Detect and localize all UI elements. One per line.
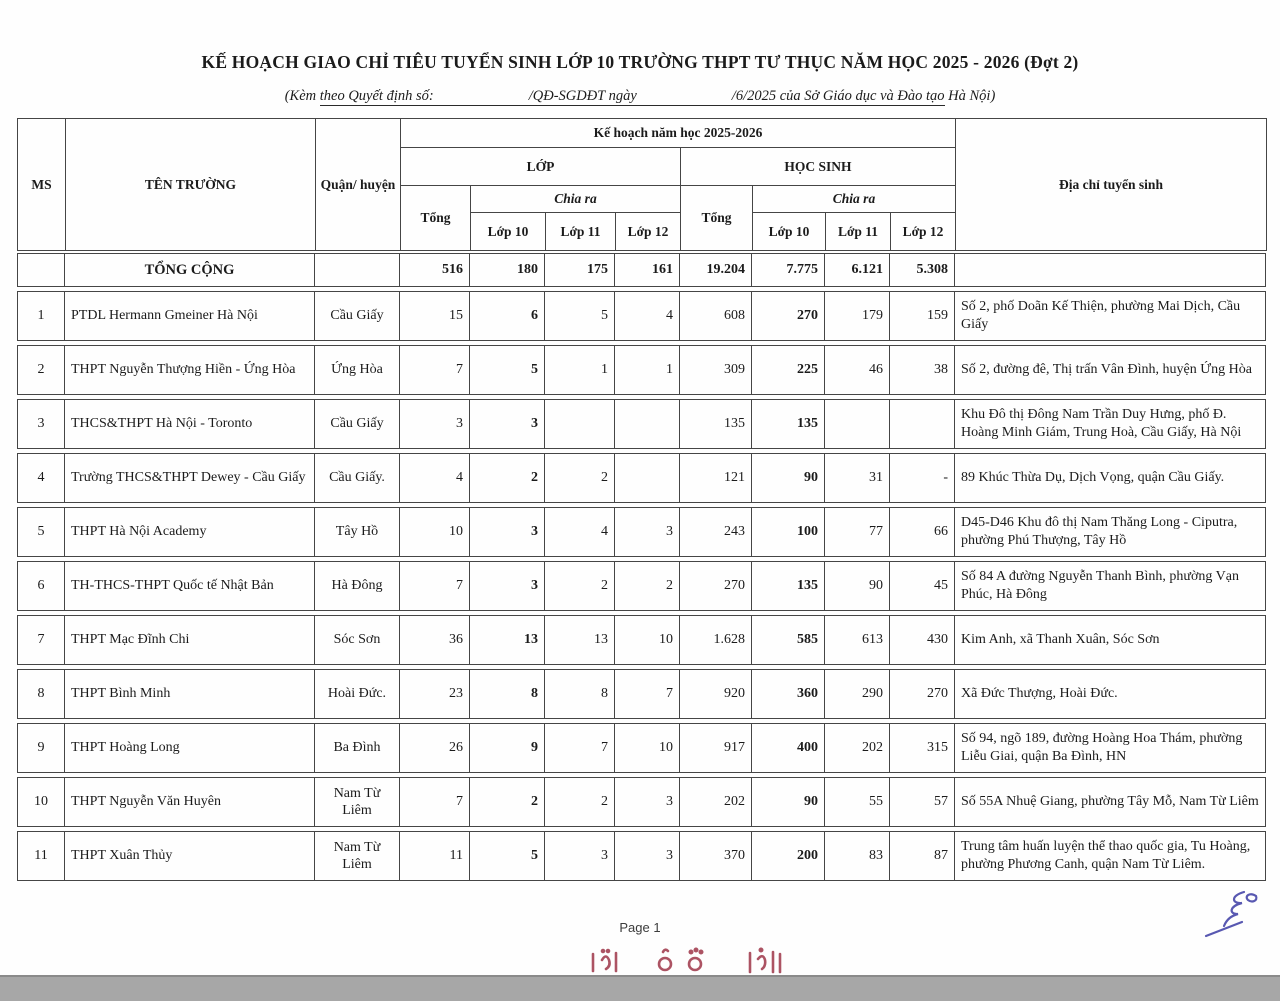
student-grade12: 159 (890, 291, 955, 341)
total-value: 6.121 (825, 253, 890, 287)
recruitment-address: Trung tâm huấn luyện thể thao quốc gia, Tu Hoàng, phường Phương Canh, quận Nam Từ Liêm. (955, 831, 1266, 881)
table-row (17, 561, 1266, 611)
school-name: THPT Nguyễn Thượng Hiền - Ứng Hòa (65, 345, 315, 395)
class-grade12: 4 (615, 291, 680, 341)
table-row (17, 345, 1266, 395)
row-index: 6 (17, 561, 65, 611)
row-index: 1 (17, 291, 65, 341)
student-grade11 (825, 399, 890, 449)
table-row (17, 831, 1266, 881)
class-grade10: 3 (470, 399, 545, 449)
district: Hà Đông (315, 561, 400, 611)
class-grade10: 9 (470, 723, 545, 773)
school-name: PTDL Hermann Gmeiner Hà Nội (65, 291, 315, 341)
recruitment-address: Số 84 A đường Nguyễn Thanh Bình, phường Vạn Phúc, Hà Đông (955, 561, 1266, 611)
student-grade10: 585 (752, 615, 825, 665)
student-grade11: 77 (825, 507, 890, 557)
student-grade10: 90 (752, 777, 825, 827)
class-grade12: 10 (615, 615, 680, 665)
total-address-cell (955, 253, 1266, 287)
class-grade10: 3 (470, 561, 545, 611)
student-grade10: 360 (752, 669, 825, 719)
student-grade12 (890, 399, 955, 449)
class-grade12: 3 (615, 507, 680, 557)
class-total: 4 (400, 453, 470, 503)
student-grade12: 38 (890, 345, 955, 395)
class-grade10: 13 (470, 615, 545, 665)
class-grade10: 2 (470, 453, 545, 503)
class-grade11: 2 (545, 453, 615, 503)
school-name: THCS&THPT Hà Nội - Toronto (65, 399, 315, 449)
student-total: 202 (680, 777, 752, 827)
row-index: 2 (17, 345, 65, 395)
col-header-student-grade12: Lớp 12 (891, 213, 956, 251)
class-grade11: 2 (545, 777, 615, 827)
school-name: Trường THCS&THPT Dewey - Cầu Giấy (65, 453, 315, 503)
table-row (17, 615, 1266, 665)
col-header-class-breakdown: Chia ra (471, 186, 681, 213)
student-grade11: 179 (825, 291, 890, 341)
enrollment-plan-table (17, 118, 1266, 885)
student-total: 917 (680, 723, 752, 773)
student-grade12: 87 (890, 831, 955, 881)
recruitment-address: Số 55A Nhuệ Giang, phường Tây Mỗ, Nam Từ Liêm (955, 777, 1266, 827)
col-header-school: TÊN TRƯỜNG (66, 119, 316, 251)
student-grade10: 270 (752, 291, 825, 341)
student-grade10: 400 (752, 723, 825, 773)
total-value: 7.775 (752, 253, 825, 287)
col-header-district: Quận/ huyện (316, 119, 401, 251)
class-grade12: 2 (615, 561, 680, 611)
table-row (17, 507, 1266, 557)
row-index: 5 (17, 507, 65, 557)
student-grade10: 200 (752, 831, 825, 881)
col-header-ms: MS (18, 119, 66, 251)
class-grade12: 3 (615, 831, 680, 881)
recruitment-address: Số 2, phố Doãn Kế Thiện, phường Mai Dịch, Cầu Giấy (955, 291, 1266, 341)
table-row (17, 453, 1266, 503)
subtitle-prefix: (Kèm (284, 88, 317, 104)
subtitle-suffix: Hà Nội) (948, 88, 996, 104)
class-total: 7 (400, 345, 470, 395)
student-grade10: 225 (752, 345, 825, 395)
col-header-student-grade11: Lớp 11 (826, 213, 891, 251)
class-grade11: 2 (545, 561, 615, 611)
student-grade11: 83 (825, 831, 890, 881)
total-value: 180 (470, 253, 545, 287)
school-name: THPT Hà Nội Academy (65, 507, 315, 557)
grand-total-row (17, 253, 1266, 287)
student-grade12: 315 (890, 723, 955, 773)
school-name: THPT Xuân Thủy (65, 831, 315, 881)
col-header-student-breakdown: Chia ra (753, 186, 956, 213)
col-header-class-total: Tổng (401, 186, 471, 251)
table-header (17, 118, 1267, 251)
student-grade10: 135 (752, 561, 825, 611)
col-header-address: Địa chỉ tuyển sinh (956, 119, 1267, 251)
total-value: 5.308 (890, 253, 955, 287)
total-label: TỔNG CỘNG (65, 253, 315, 287)
school-name: THPT Nguyễn Văn Huyên (65, 777, 315, 827)
total-value: 175 (545, 253, 615, 287)
table-row (17, 669, 1266, 719)
recruitment-address: Xã Đức Thượng, Hoài Đức. (955, 669, 1266, 719)
class-grade10: 6 (470, 291, 545, 341)
student-total: 121 (680, 453, 752, 503)
student-total: 920 (680, 669, 752, 719)
class-total: 15 (400, 291, 470, 341)
recruitment-address: Kim Anh, xã Thanh Xuân, Sóc Sơn (955, 615, 1266, 665)
class-total: 3 (400, 399, 470, 449)
district: Nam Từ Liêm (315, 777, 400, 827)
district: Sóc Sơn (315, 615, 400, 665)
school-name: TH-THCS-THPT Quốc tế Nhật Bản (65, 561, 315, 611)
district: Cầu Giấy (315, 399, 400, 449)
total-ms-cell (17, 253, 65, 287)
class-grade12 (615, 399, 680, 449)
student-grade12: 270 (890, 669, 955, 719)
class-grade10: 5 (470, 345, 545, 395)
row-index: 8 (17, 669, 65, 719)
total-value: 161 (615, 253, 680, 287)
student-grade12: 45 (890, 561, 955, 611)
table-body-grid (17, 249, 1266, 885)
class-grade12: 1 (615, 345, 680, 395)
district: Tây Hồ (315, 507, 400, 557)
student-grade12: 57 (890, 777, 955, 827)
class-total: 26 (400, 723, 470, 773)
class-total: 7 (400, 777, 470, 827)
class-total: 23 (400, 669, 470, 719)
class-grade10: 8 (470, 669, 545, 719)
class-grade10: 2 (470, 777, 545, 827)
student-grade12: 430 (890, 615, 955, 665)
class-total: 7 (400, 561, 470, 611)
blue-signature-mark (1198, 888, 1278, 945)
table-row (17, 777, 1266, 827)
class-total: 11 (400, 831, 470, 881)
recruitment-address: D45-D46 Khu đô thị Nam Thăng Long - Ciputra, phường Phú Thượng, Tây Hồ (955, 507, 1266, 557)
class-total: 10 (400, 507, 470, 557)
student-total: 608 (680, 291, 752, 341)
class-grade11: 7 (545, 723, 615, 773)
class-grade12: 3 (615, 777, 680, 827)
student-total: 370 (680, 831, 752, 881)
class-grade11 (545, 399, 615, 449)
subtitle (0, 88, 1280, 105)
table-row (17, 291, 1266, 341)
col-header-class-grade11: Lớp 11 (546, 213, 616, 251)
class-grade12 (615, 453, 680, 503)
row-index: 4 (17, 453, 65, 503)
class-grade11: 5 (545, 291, 615, 341)
col-header-student-grade10: Lớp 10 (753, 213, 826, 251)
district: Cầu Giấy (315, 291, 400, 341)
student-grade12: 66 (890, 507, 955, 557)
student-total: 135 (680, 399, 752, 449)
class-grade11: 13 (545, 615, 615, 665)
scanner-edge-strip (0, 975, 1280, 1001)
student-grade11: 90 (825, 561, 890, 611)
total-district-cell (315, 253, 400, 287)
col-group-students: HỌC SINH (681, 148, 956, 186)
district: Nam Từ Liêm (315, 831, 400, 881)
col-header-class-grade10: Lớp 10 (471, 213, 546, 251)
recruitment-address: Số 2, đường đê, Thị trấn Vân Đình, huyện Ứng Hòa (955, 345, 1266, 395)
school-name: THPT Mạc Đĩnh Chi (65, 615, 315, 665)
student-total: 243 (680, 507, 752, 557)
class-total: 36 (400, 615, 470, 665)
district: Hoài Đức. (315, 669, 400, 719)
student-total: 1.628 (680, 615, 752, 665)
student-grade10: 100 (752, 507, 825, 557)
student-grade11: 55 (825, 777, 890, 827)
student-grade11: 31 (825, 453, 890, 503)
student-grade10: 90 (752, 453, 825, 503)
district: Ứng Hòa (315, 345, 400, 395)
subtitle-underlined: theo Quyết định số: /QĐ-SGDĐT ngày /6/2025 của Sở Giáo dục và Đào tạo (319, 88, 945, 104)
district: Ba Đình (315, 723, 400, 773)
school-name: THPT Hoàng Long (65, 723, 315, 773)
student-grade11: 613 (825, 615, 890, 665)
recruitment-address: 89 Khúc Thừa Dụ, Dịch Vọng, quận Cầu Giấy. (955, 453, 1266, 503)
student-grade11: 46 (825, 345, 890, 395)
student-grade10: 135 (752, 399, 825, 449)
student-total: 270 (680, 561, 752, 611)
row-index: 10 (17, 777, 65, 827)
student-grade11: 290 (825, 669, 890, 719)
total-value: 516 (400, 253, 470, 287)
page-title: KẾ HOẠCH GIAO CHỈ TIÊU TUYỂN SINH LỚP 10 TRƯỜNG THPT TƯ THỤC NĂM HỌC 2025 - 2026 (Đợt 2) (201, 52, 1079, 72)
row-index: 11 (17, 831, 65, 881)
class-grade10: 5 (470, 831, 545, 881)
student-grade11: 202 (825, 723, 890, 773)
district: Cầu Giấy. (315, 453, 400, 503)
class-grade11: 3 (545, 831, 615, 881)
col-header-student-total: Tổng (681, 186, 753, 251)
class-grade11: 4 (545, 507, 615, 557)
col-group-classes: LỚP (401, 148, 681, 186)
class-grade11: 1 (545, 345, 615, 395)
class-grade12: 10 (615, 723, 680, 773)
col-header-class-grade12: Lớp 12 (616, 213, 681, 251)
recruitment-address: Số 94, ngõ 189, đường Hoàng Hoa Thám, phường Liễu Giai, quận Ba Đình, HN (955, 723, 1266, 773)
class-grade11: 8 (545, 669, 615, 719)
row-index: 3 (17, 399, 65, 449)
row-index: 7 (17, 615, 65, 665)
student-grade12: - (890, 453, 955, 503)
class-grade12: 7 (615, 669, 680, 719)
class-grade10: 3 (470, 507, 545, 557)
recruitment-address: Khu Đô thị Đông Nam Trần Duy Hưng, phố Đ. Hoàng Minh Giám, Trung Hoà, Cầu Giấy, Hà Nội (955, 399, 1266, 449)
table-row (17, 723, 1266, 773)
total-value: 19.204 (680, 253, 752, 287)
student-total: 309 (680, 345, 752, 395)
col-header-plan-year: Kế hoạch năm học 2025-2026 (401, 119, 956, 148)
table-body (17, 253, 1266, 881)
school-name: THPT Bình Minh (65, 669, 315, 719)
row-index: 9 (17, 723, 65, 773)
page-number: Page 1 (619, 920, 661, 935)
table-row (17, 399, 1266, 449)
